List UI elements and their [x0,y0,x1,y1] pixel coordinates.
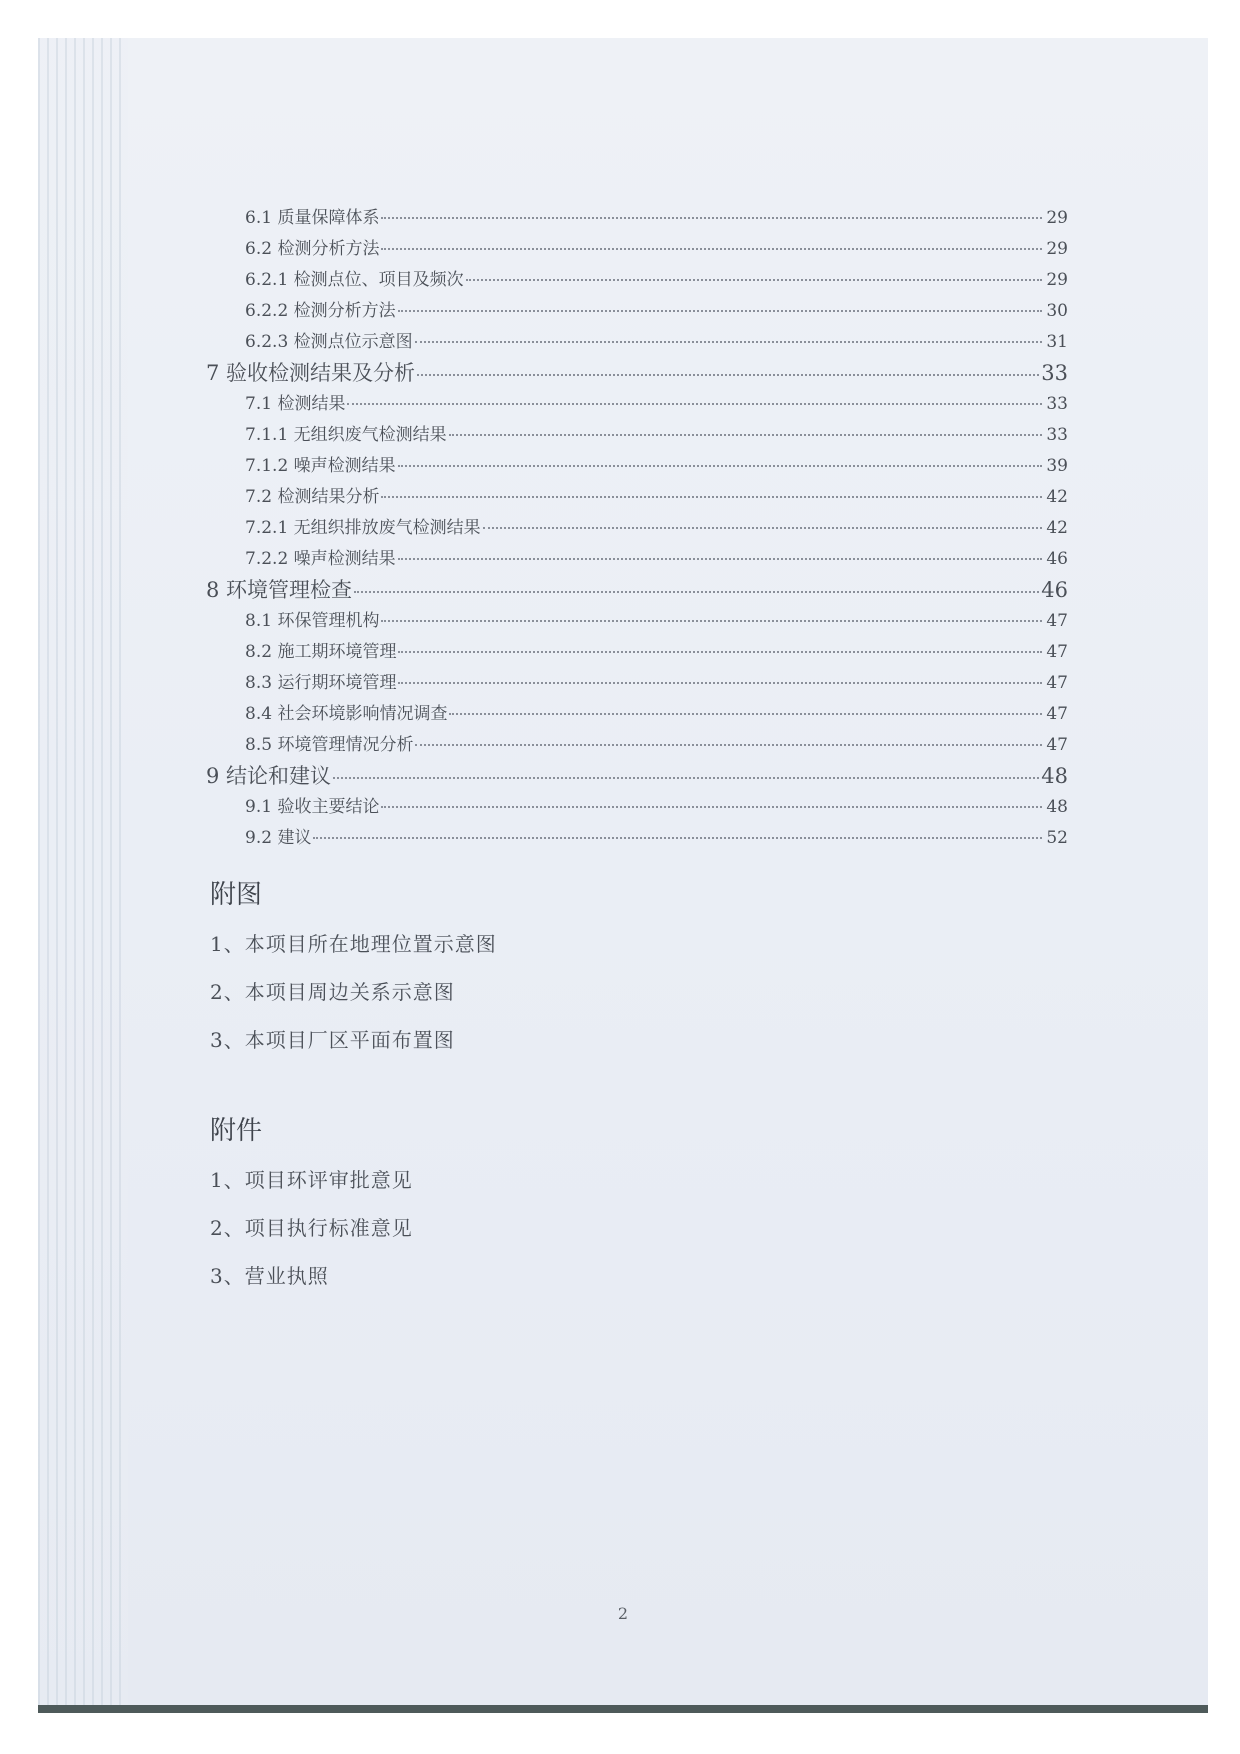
toc-page: 47 [1046,673,1068,693]
toc-leader [398,465,1042,467]
toc-label: 检测分析方法 [277,239,380,259]
attachment-item: 2、项目执行标准意见 [210,1216,413,1240]
toc-entry [206,580,1068,601]
toc-page: 47 [1046,611,1068,631]
figure-item: 1、本项目所在地理位置示意图 [210,932,497,956]
attachment-item: 1、项目环评审批意见 [210,1168,413,1192]
toc-page: 48 [1041,764,1068,788]
toc-leader [415,341,1042,343]
toc-entry [245,241,1068,258]
toc-label: 噪声检测结果 [293,549,396,569]
toc-number: 6.2.1 [245,270,294,290]
toc-entry [245,489,1068,506]
toc-page: 48 [1046,797,1068,817]
toc-entry [245,303,1068,320]
toc-leader [466,279,1042,281]
toc-leader [354,591,1039,593]
toc-number: 6.1 [245,208,278,228]
toc-page: 29 [1046,270,1068,290]
toc-leader [449,713,1042,715]
toc-number: 7.2.2 [245,549,294,569]
toc-entry [245,830,1068,847]
toc-page: 47 [1046,735,1068,755]
toc-number: 8 [206,578,227,602]
toc-entry [245,551,1068,568]
toc-entry [245,644,1068,661]
toc-label: 施工期环境管理 [277,642,397,662]
toc-leader [313,837,1042,839]
toc-number: 7.1.2 [245,456,294,476]
toc-number: 6.2.2 [245,301,294,321]
toc-page: 29 [1046,208,1068,228]
toc-label: 检测结果分析 [277,487,380,507]
toc-leader [398,558,1042,560]
toc-leader [417,374,1039,376]
toc-label: 检测分析方法 [293,301,396,321]
toc-entry [245,737,1068,754]
toc-label: 质量保障体系 [277,208,380,228]
toc-leader [381,217,1042,219]
toc-leader [415,744,1042,746]
scan-bottom-edge [38,1705,1208,1713]
toc-entry [245,210,1068,227]
figure-item: 2、本项目周边关系示意图 [210,980,455,1004]
toc-number: 7.1 [245,394,278,414]
toc-entry [245,458,1068,475]
toc-label: 环境管理检查 [226,578,353,602]
attachment-item: 3、营业执照 [210,1264,329,1288]
toc-leader [381,496,1042,498]
toc-label: 无组织废气检测结果 [293,425,447,445]
toc-entry [206,766,1068,787]
toc-leader [449,434,1042,436]
scanned-page [38,38,1208,1713]
toc-number: 7.2 [245,487,278,507]
toc-label: 验收主要结论 [277,797,380,817]
toc-entry [245,334,1068,351]
toc-label: 无组织排放废气检测结果 [293,518,481,538]
toc-page: 42 [1046,518,1068,538]
attachments-heading: 附件 [210,1116,263,1146]
toc-page: 29 [1046,239,1068,259]
toc-leader [333,777,1039,779]
toc-page: 46 [1041,578,1068,602]
toc-leader [381,806,1042,808]
toc-leader [483,527,1042,529]
toc-label: 环境管理情况分析 [277,735,414,755]
toc-entry [245,427,1068,444]
toc-number: 8.2 [245,642,278,662]
toc-page: 33 [1046,394,1068,414]
toc-leader [398,651,1042,653]
page-number: 2 [617,1604,629,1623]
toc-number: 8.1 [245,611,278,631]
toc-page: 47 [1046,642,1068,662]
toc-leader [381,620,1042,622]
toc-number: 7 [206,361,227,385]
toc-page: 42 [1046,487,1068,507]
binding-shadow [38,38,128,1713]
toc-entry [245,272,1068,289]
toc-label: 验收检测结果及分析 [226,361,416,385]
toc-number: 6.2 [245,239,278,259]
toc-entry [245,613,1068,630]
figure-item: 3、本项目厂区平面布置图 [210,1028,455,1052]
toc-leader [347,403,1042,405]
toc-label: 社会环境影响情况调查 [277,704,448,724]
toc-leader [398,682,1042,684]
toc-number: 6.2.3 [245,332,294,352]
toc-label: 检测点位、项目及频次 [293,270,464,290]
toc-label: 检测结果 [277,394,346,414]
toc-label: 建议 [277,828,312,848]
toc-leader [398,310,1042,312]
toc-label: 噪声检测结果 [293,456,396,476]
toc-entry [245,396,1068,413]
toc-label: 环保管理机构 [277,611,380,631]
toc-entry [245,706,1068,723]
toc-number: 9.2 [245,828,278,848]
toc-entry [206,363,1068,384]
toc-number: 7.1.1 [245,425,294,445]
toc-page: 33 [1041,361,1068,385]
toc-entry [245,799,1068,816]
toc-number: 9.1 [245,797,278,817]
toc-number: 8.3 [245,673,278,693]
toc-page: 46 [1046,549,1068,569]
toc-page: 47 [1046,704,1068,724]
toc-page: 31 [1046,332,1068,352]
toc-number: 8.5 [245,735,278,755]
toc-page: 52 [1046,828,1068,848]
toc-number: 9 [206,764,227,788]
toc-entry [245,675,1068,692]
toc-page: 30 [1046,301,1068,321]
figures-heading: 附图 [210,880,263,910]
toc-page: 39 [1046,456,1068,476]
toc-page: 33 [1046,425,1068,445]
toc-entry [245,520,1068,537]
toc-label: 结论和建议 [226,764,332,788]
toc-number: 8.4 [245,704,278,724]
toc-label: 检测点位示意图 [293,332,413,352]
toc-number: 7.2.1 [245,518,294,538]
toc-label: 运行期环境管理 [277,673,397,693]
toc-leader [381,248,1042,250]
